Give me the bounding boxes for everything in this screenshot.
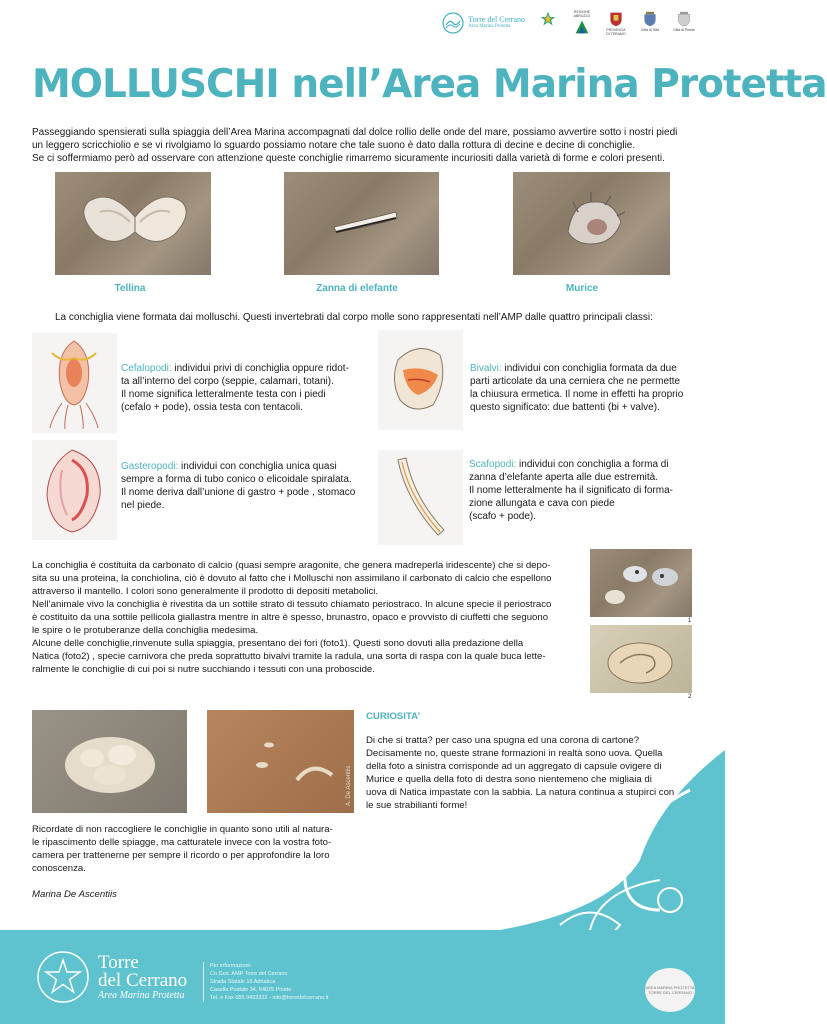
class-line: la chiusura ermetica. Il nome in effetti ha proprio	[470, 389, 684, 400]
class-line: individui con conchiglia unica quasi	[178, 461, 337, 472]
dentalium-shell-icon	[284, 172, 439, 275]
logo-caption: REGIONE ABRUZZO	[573, 10, 591, 18]
text-line: Decisamente no, queste strane formazioni in realtà sono uova. Quella	[366, 748, 663, 759]
text-line: Nell’animale vivo la conchiglia è rivestita da un sottile strato di tessuto chiamato periostraco. In alcune specie il periostraco	[32, 599, 552, 610]
star-logo	[537, 10, 559, 36]
text-line: le spire o le protuberanze della conchiglia medesima.	[32, 625, 259, 636]
natica-shell-icon	[590, 625, 692, 693]
class-line: questo significato: due battenti (bi + valve).	[470, 402, 660, 413]
squid-icon	[32, 333, 117, 433]
cefalopodi-term: Cefalopodi:	[121, 363, 172, 374]
holed-shells-icon	[590, 549, 692, 617]
info-line: Co.Ges. AMP Torre del Cerrano	[210, 971, 288, 977]
crest-icon	[608, 10, 624, 28]
torre-del-cerrano-logo	[442, 12, 525, 34]
egg-capsules-icon	[32, 710, 187, 813]
text-line: La conchiglia è costituita da carbonato di calcio (quasi sempre aragonite, che genera madreperla iridescente) che si depo-	[32, 560, 551, 571]
info-line: Tel. e Fax 085.9492322 - info@torredelcerrano.it	[210, 995, 329, 1001]
class-line: nel piede.	[121, 500, 165, 511]
crest-icon	[642, 10, 658, 28]
provincia-teramo-logo	[605, 10, 627, 36]
scafopodi-illustration	[378, 450, 463, 545]
gasteropodi-description	[121, 460, 365, 512]
class-line: individui privi di conchiglia oppure ridot-	[171, 363, 349, 374]
photo-1-holed-shells	[590, 549, 692, 617]
text-line: camera per trattenerne per sempre il ricordo o per approfondire la loro	[32, 850, 330, 861]
logo-caption: Città di Silvi	[640, 28, 660, 32]
intro-line: Se ci soffermiamo però ad osservare con attenzione queste conchiglie rimarremo sicuramente incuriositi dalla varietà di forme e colori presenti.	[32, 153, 665, 164]
class-line: Il nome deriva dall’unione di gastro + pode , stomaco	[121, 487, 356, 498]
text-line: attraverso il mantello. I colori sono generalmente il prodotto di depositi metabolici.	[32, 586, 379, 597]
logo-caption: Città di Pineto	[673, 28, 695, 32]
cefalopodi-description	[121, 362, 371, 414]
text-line: sita su una proteina, la conchiolina, ciò è dovuto al fatto che i Molluschi non assimilano il carbonato di calcio che espellono	[32, 573, 552, 584]
class-line: (scafo + pode).	[469, 511, 536, 522]
regione-icon	[574, 18, 590, 36]
seal-text: AREA MARINA PROTETTA TORRE DEL CERRANO	[645, 985, 695, 995]
tellina-shell-icon	[55, 172, 211, 275]
logo-sub: Area Marina Protetta	[468, 24, 511, 29]
class-line: parti articolate da una cerniera che ne permette	[470, 376, 681, 387]
scafopodi-term: Scafopodi:	[469, 459, 517, 470]
cerrano-star-icon	[34, 950, 92, 1004]
tusk-shell-icon	[378, 450, 463, 545]
text-line: Ricordate di non raccogliere le conchiglie in quanto sono utili al natura-	[32, 824, 333, 835]
footer-logo-line1: Torre	[98, 951, 139, 973]
amp-seal	[645, 968, 695, 1012]
logo-name: Torre del Cerrano	[468, 15, 525, 24]
bivalve-icon	[378, 330, 463, 430]
info-line: Strada Statale 16 Adriatica	[210, 979, 276, 985]
class-line: zanna d’elefante aperta alle due estremità.	[469, 472, 659, 483]
class-line: individui con conchiglia a forma di	[516, 459, 669, 470]
photo-murice-egg-capsules	[32, 710, 187, 813]
classes-intro: La conchiglia viene formata dai molluschi. Questi invertebrati dal corpo molle sono rappresentati nell’AMP dalle quattro principali classi:	[55, 312, 653, 323]
author: Marina De Ascentiis	[32, 889, 117, 900]
snail-icon	[32, 440, 117, 540]
gasteropodi-illustration	[32, 440, 117, 540]
scafopodi-description	[469, 458, 699, 523]
photo-tellina	[55, 172, 211, 275]
regione-abruzzo-logo	[571, 10, 593, 36]
bivalvi-term: Bivalvi:	[470, 363, 502, 374]
text-line: Alcune delle conchiglie,rinvenute sulla spiaggia, presentano dei fori (foto1). Questi sono dovuti alla predazione della	[32, 638, 524, 649]
class-line: sempre a forma di tubo conico o elicoidale spiralata.	[121, 474, 352, 485]
text-line: è costituito da una sottile pellicola giallastra mentre in altre è spesso, brunastro, opaco e provvisto di ciuffetti che seguono	[32, 612, 549, 623]
footer-logo-line2: del Cerrano	[98, 969, 188, 991]
photo-number: 1	[688, 618, 692, 624]
class-line: individui con conchiglia formata da due	[501, 363, 677, 374]
class-line: ta all’interno del corpo (seppie, calamari, totani).	[121, 376, 334, 387]
text-line: Murice e quella della foto di destra sono nientemeno che migliaia di	[366, 774, 652, 785]
text-line: conoscenza.	[32, 863, 86, 874]
murex-shell-icon	[513, 172, 670, 275]
class-line: Il nome letteralmente ha il significato di forma-	[469, 485, 673, 496]
intro-paragraph	[32, 126, 702, 165]
citta-pineto-crest	[673, 10, 695, 36]
text-line: ralmente le conchiglie di cui poi si nutre succhiando i tessuti con una proboscide.	[32, 664, 375, 675]
photo-credit: A. De Ascentiis	[346, 765, 352, 806]
star-icon	[540, 10, 556, 28]
text-line: le ripascimento delle spiagge, ma catturatele invece con la vostra foto-	[32, 837, 332, 848]
text-line: della foto a sinistra corrisponde ad un aggregato di capsule ovigere di	[366, 761, 662, 772]
wave-circle-icon	[442, 12, 464, 34]
closing-paragraph	[32, 823, 362, 875]
page-title: MOLLUSCHI nell’Area Marina Protetta	[32, 62, 827, 107]
footer-logo-sub: Area Marina Protetta	[98, 989, 185, 1001]
text-line: le sue strabilianti forme!	[366, 800, 468, 811]
info-line: Per informazioni:	[210, 963, 252, 969]
caption-zanna: Zanna di elefante	[316, 283, 398, 294]
photo-murice	[513, 172, 670, 275]
curiosita-title: CURIOSITA’	[366, 711, 421, 722]
natica-collar-icon	[207, 710, 354, 813]
caption-tellina: Tellina	[114, 283, 146, 294]
text-line: uova di Natica impastate con la sabbia. La natura continua a stupirci con	[366, 787, 675, 798]
class-line: zione allungata e cava con piede	[469, 498, 615, 509]
class-line: (cefalo + pode), ossia testa con tentacoli.	[121, 402, 304, 413]
text-line: Di che si tratta? per caso una spugna ed una corona di cartone?	[366, 735, 640, 746]
bivalvi-illustration	[378, 330, 463, 430]
class-line: Il nome significa letteralmente testa con i piedi	[121, 389, 326, 400]
footer-logo	[34, 950, 187, 1004]
shell-composition-paragraph	[32, 559, 582, 676]
bivalvi-description	[470, 362, 700, 414]
photo-number: 2	[688, 694, 692, 700]
text-line: Natica (foto2) , specie carnivora che preda soprattutto bivalvi tramite la radula, una sorta di raspa con la quale buca lette-	[32, 651, 546, 662]
logo-caption: PROVINCIA DI TERAMO	[606, 28, 626, 36]
citta-silvi-crest	[639, 10, 661, 36]
gasteropodi-term: Gasteropodi:	[121, 461, 179, 472]
caption-murice: Murice	[565, 283, 599, 294]
footer-contact-info	[203, 962, 328, 1002]
partner-logos	[442, 10, 695, 36]
cefalopodi-illustration	[32, 333, 117, 433]
photo-2-natica	[590, 625, 692, 693]
crest-icon	[676, 10, 692, 28]
intro-line: un leggero scricchiolio e se vi rivolgiamo lo sguardo possiamo notare che tale suono è dato dalla rottura di decine e decine di conchiglie.	[32, 140, 636, 151]
photo-zanna-di-elefante	[284, 172, 439, 275]
info-line: Casella Postale 34, 64025 Pineto	[210, 987, 292, 993]
photo-natica-egg-collars	[207, 710, 354, 813]
intro-line: Passeggiando spensierati sulla spiaggia dell’Area Marina accompagnati dal dolce rollio delle onde del mare, possiamo avvertire sotto i nostri piedi	[32, 127, 678, 138]
